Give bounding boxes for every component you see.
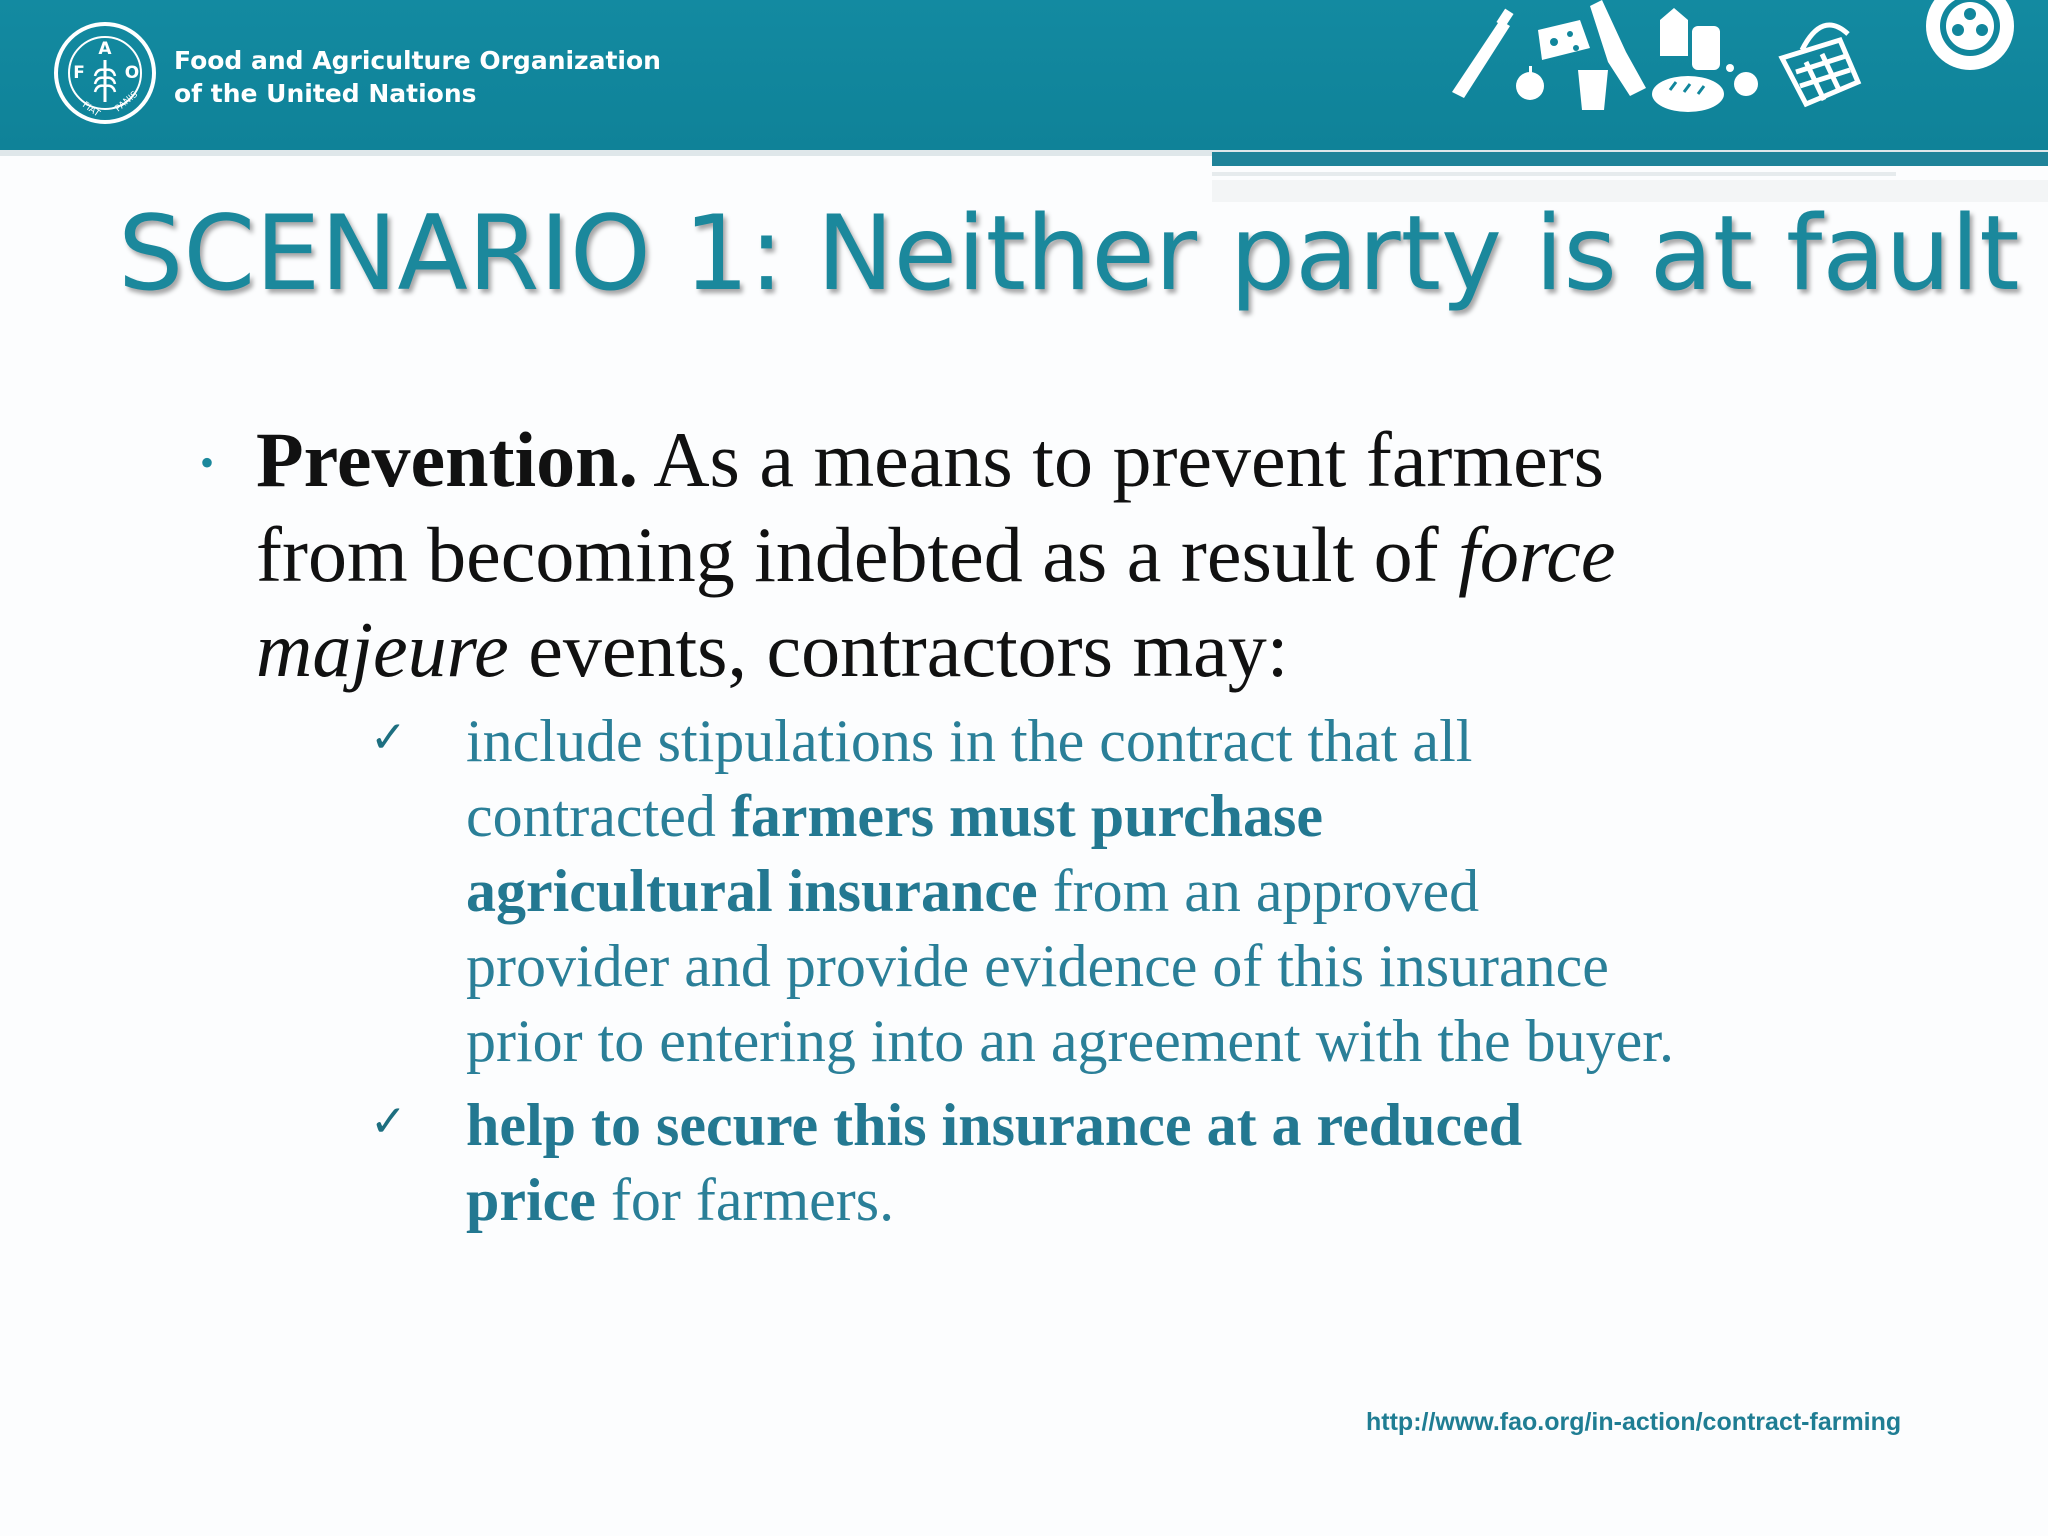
header-band [0,0,2048,150]
main-line-3-italic: majeure [256,606,509,693]
org-name-line2: of the United Nations [174,79,477,108]
org-name [174,44,661,110]
cup-icon [1578,70,1608,110]
milk-carton-icon [1660,8,1688,56]
sub-item-1-line-3-bold: agricultural insurance [466,858,1038,924]
main-line-2-text: from becoming indebted as a result of [256,511,1459,598]
cheese-icon [1538,20,1590,60]
bottle-icon [1452,9,1514,98]
sub-item-1-line-2-bold: farmers must purchase [730,783,1323,849]
main-line-1-text: As a means to prevent farmers [638,416,1605,503]
main-line-2-italic: force [1458,511,1616,598]
main-bullet-text [256,412,1856,697]
main-line-1 [256,412,1856,507]
svg-text:F: F [73,63,85,83]
food-icons [1430,0,2048,150]
tomato-icon [1726,64,1758,96]
sub-item-2-line-1-bold: help to secure this insurance at a reduced [466,1092,1523,1158]
sub-item-2 [466,1088,1986,1238]
apple-icon [1516,66,1544,100]
sub-item-1-line-4: provider and provide evidence of this insurance [466,933,1609,999]
main-line-2 [256,507,1856,602]
svg-text:A: A [98,39,112,59]
footer-url-link[interactable]: http://www.fao.org/in-action/contract-farming [1366,1408,1902,1436]
prevention-heading: Prevention. [256,416,639,503]
sub-item-1-line-3-text: from an approved [1037,858,1480,924]
fao-logo [52,20,158,126]
header-accent-stripe-light [1212,172,1896,176]
sub-item-1-line-5: prior to entering into an agreement with the buyer. [466,1008,1674,1074]
slide-title: SCENARIO 1: Neither party is at fault [118,194,2020,314]
bullet-marker: • [200,440,215,485]
main-line-3 [256,602,1856,697]
checkmark-icon: ✓ [370,712,407,763]
sub-item-2-line-2-text: for farmers. [595,1167,895,1233]
svg-text:FIAT: FIAT [80,100,102,120]
svg-text:O: O [124,63,140,83]
sub-item-1-line-1: include stipulations in the contract that all [466,708,1473,774]
sub-item-1 [466,704,1986,1079]
main-line-3-text: events, contractors may: [508,606,1289,693]
org-name-line1: Food and Agriculture Organization [174,46,661,75]
sub-item-2-line-2-bold: price [466,1167,596,1233]
sub-item-2-line-1 [466,1088,1986,1163]
svg-text:PANIS: PANIS [113,89,140,115]
sub-item-1-line-2 [466,779,1986,854]
checkmark-icon: ✓ [370,1096,407,1147]
sub-item-2-line-2 [466,1163,1986,1238]
header-accent-stripe [1212,152,2048,166]
basket-icon [1782,25,1858,104]
bread-icon [1652,76,1724,112]
sub-item-1-line-2-text: contracted [466,783,731,849]
gear-icon [1926,0,2014,70]
sub-item-1-line-3 [466,854,1986,929]
cup-icon [1692,26,1720,70]
